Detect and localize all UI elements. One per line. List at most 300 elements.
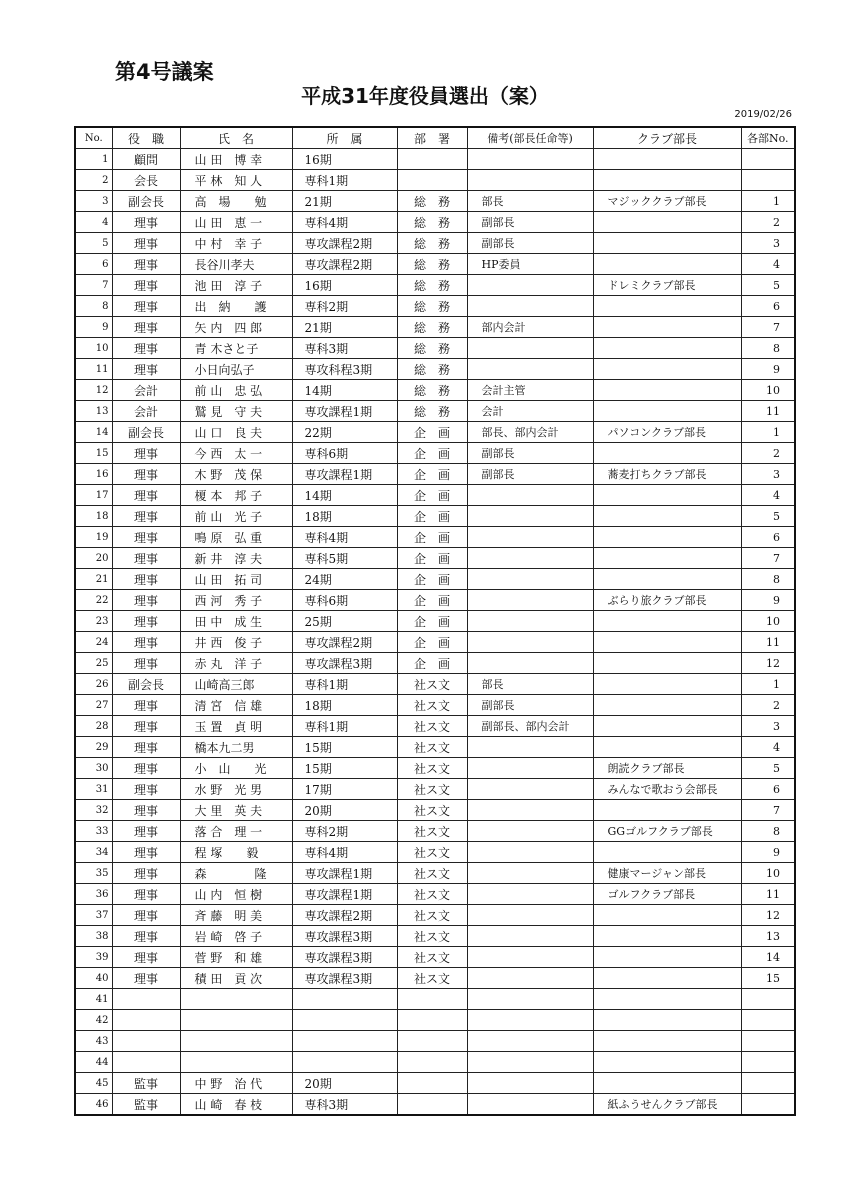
cell-dept-no: 7 (741, 548, 795, 569)
cell-club (593, 800, 741, 821)
table-row (75, 632, 795, 653)
cell-role: 理事 (112, 443, 180, 464)
cell-department: 企 画 (397, 443, 467, 464)
cell-dept-no: 12 (741, 653, 795, 674)
cell-affiliation: 専攻課程3期 (292, 968, 397, 989)
cell-department: 社ス文 (397, 926, 467, 947)
cell-no: 29 (75, 737, 112, 758)
table-row (75, 590, 795, 611)
cell-name: 出 納 護 (180, 296, 292, 317)
cell-name: 新 井 淳 夫 (180, 548, 292, 569)
cell-name: 山 田 恵 一 (180, 212, 292, 233)
cell-department: 企 画 (397, 506, 467, 527)
cell-notes (467, 275, 593, 296)
cell-club (593, 968, 741, 989)
cell-club: 蕎麦打ちクラブ部長 (593, 464, 741, 485)
cell-no: 35 (75, 863, 112, 884)
cell-department: 企 画 (397, 548, 467, 569)
cell-department: 社ス文 (397, 716, 467, 737)
cell-name: 高 場 勉 (180, 191, 292, 212)
column-header-affiliation: 所 属 (292, 127, 397, 149)
cell-department (397, 170, 467, 191)
cell-role: 理事 (112, 968, 180, 989)
cell-role (112, 989, 180, 1010)
cell-name: 長谷川孝夫 (180, 254, 292, 275)
cell-notes (467, 842, 593, 863)
cell-department: 総 務 (397, 317, 467, 338)
cell-dept-no: 6 (741, 779, 795, 800)
cell-notes (467, 926, 593, 947)
cell-no: 16 (75, 464, 112, 485)
cell-club: 紙ふうせんクラブ部長 (593, 1094, 741, 1116)
cell-role: 理事 (112, 611, 180, 632)
cell-role: 理事 (112, 653, 180, 674)
cell-no: 30 (75, 758, 112, 779)
cell-no: 6 (75, 254, 112, 275)
table-row (75, 800, 795, 821)
table-row (75, 779, 795, 800)
cell-affiliation: 専科4期 (292, 212, 397, 233)
cell-no: 13 (75, 401, 112, 422)
cell-no: 38 (75, 926, 112, 947)
cell-role: 理事 (112, 275, 180, 296)
page-title: 平成31年度役員選出（案） (301, 84, 549, 108)
cell-notes: 会計主管 (467, 380, 593, 401)
cell-club: ゴルフクラブ部長 (593, 884, 741, 905)
cell-department: 企 画 (397, 569, 467, 590)
cell-role: 会計 (112, 401, 180, 422)
table-row (75, 1073, 795, 1094)
cell-club (593, 506, 741, 527)
cell-affiliation: 専攻課程3期 (292, 947, 397, 968)
cell-notes (467, 758, 593, 779)
cell-no: 17 (75, 485, 112, 506)
officers-table (74, 126, 796, 1116)
cell-notes (467, 863, 593, 884)
cell-role: 理事 (112, 779, 180, 800)
table-row (75, 422, 795, 443)
cell-notes: 部長、部内会計 (467, 422, 593, 443)
cell-club (593, 401, 741, 422)
cell-name (180, 989, 292, 1010)
cell-department: 企 画 (397, 527, 467, 548)
cell-dept-no: 10 (741, 863, 795, 884)
cell-affiliation: 16期 (292, 275, 397, 296)
cell-role: 理事 (112, 317, 180, 338)
table-row (75, 695, 795, 716)
cell-club (593, 359, 741, 380)
cell-department: 総 務 (397, 212, 467, 233)
cell-dept-no: 2 (741, 212, 795, 233)
table-row (75, 212, 795, 233)
cell-notes (467, 1031, 593, 1052)
cell-role: 理事 (112, 905, 180, 926)
cell-role: 監事 (112, 1073, 180, 1094)
table-row (75, 1052, 795, 1073)
cell-notes: 副部長 (467, 233, 593, 254)
cell-name: 山 口 良 夫 (180, 422, 292, 443)
cell-department: 企 画 (397, 485, 467, 506)
cell-name: 矢 内 四 郎 (180, 317, 292, 338)
cell-club (593, 695, 741, 716)
cell-notes (467, 296, 593, 317)
cell-department: 社ス文 (397, 737, 467, 758)
cell-dept-no: 5 (741, 275, 795, 296)
cell-role (112, 1031, 180, 1052)
cell-affiliation: 専攻科程3期 (292, 359, 397, 380)
cell-role: 理事 (112, 359, 180, 380)
cell-name: 森 隆 (180, 863, 292, 884)
cell-notes: 部内会計 (467, 317, 593, 338)
table-row (75, 926, 795, 947)
cell-dept-no: 4 (741, 737, 795, 758)
table-row (75, 968, 795, 989)
table-row (75, 527, 795, 548)
cell-name: 山崎高三郎 (180, 674, 292, 695)
cell-no: 1 (75, 149, 112, 170)
cell-department: 総 務 (397, 191, 467, 212)
cell-department: 企 画 (397, 422, 467, 443)
table-row (75, 863, 795, 884)
cell-department (397, 1010, 467, 1031)
cell-notes (467, 1010, 593, 1031)
cell-name: 平 林 知 人 (180, 170, 292, 191)
cell-department: 企 画 (397, 464, 467, 485)
cell-club (593, 737, 741, 758)
cell-name: 赤 丸 洋 子 (180, 653, 292, 674)
cell-affiliation: 専科3期 (292, 338, 397, 359)
cell-club (593, 653, 741, 674)
cell-club (593, 1010, 741, 1031)
cell-name: 橋本九二男 (180, 737, 292, 758)
table-row (75, 653, 795, 674)
cell-affiliation: 専攻課程2期 (292, 632, 397, 653)
cell-affiliation: 専科6期 (292, 443, 397, 464)
cell-club (593, 716, 741, 737)
cell-name: 前 山 忠 弘 (180, 380, 292, 401)
cell-department: 総 務 (397, 296, 467, 317)
table-row (75, 338, 795, 359)
cell-name: 積 田 貢 次 (180, 968, 292, 989)
cell-no: 4 (75, 212, 112, 233)
cell-dept-no: 9 (741, 359, 795, 380)
cell-department (397, 1073, 467, 1094)
cell-affiliation: 15期 (292, 737, 397, 758)
cell-affiliation: 専攻課程1期 (292, 401, 397, 422)
cell-dept-no (741, 1031, 795, 1052)
cell-notes: HP委員 (467, 254, 593, 275)
cell-name: 大 里 英 夫 (180, 800, 292, 821)
cell-no: 43 (75, 1031, 112, 1052)
cell-dept-no: 15 (741, 968, 795, 989)
cell-no: 20 (75, 548, 112, 569)
cell-no: 46 (75, 1094, 112, 1116)
cell-affiliation: 専科1期 (292, 674, 397, 695)
cell-dept-no (741, 1073, 795, 1094)
document-date: 2019/02/26 (734, 109, 792, 120)
cell-affiliation: 17期 (292, 779, 397, 800)
cell-no: 5 (75, 233, 112, 254)
cell-role: 理事 (112, 338, 180, 359)
cell-notes (467, 1094, 593, 1116)
table-row (75, 758, 795, 779)
cell-role: 理事 (112, 527, 180, 548)
table-row (75, 884, 795, 905)
cell-role: 理事 (112, 758, 180, 779)
cell-no: 45 (75, 1073, 112, 1094)
cell-role: 理事 (112, 716, 180, 737)
cell-club (593, 338, 741, 359)
cell-no: 32 (75, 800, 112, 821)
cell-no: 28 (75, 716, 112, 737)
table-header-row (75, 127, 795, 149)
cell-name: 木 野 茂 保 (180, 464, 292, 485)
cell-dept-no: 9 (741, 842, 795, 863)
cell-role (112, 1010, 180, 1031)
cell-department: 総 務 (397, 401, 467, 422)
cell-notes (467, 800, 593, 821)
cell-name: 山 田 博 幸 (180, 149, 292, 170)
table-row (75, 569, 795, 590)
cell-affiliation: 15期 (292, 758, 397, 779)
cell-department (397, 1031, 467, 1052)
cell-name: 程 塚 毅 (180, 842, 292, 863)
cell-dept-no (741, 149, 795, 170)
cell-dept-no: 1 (741, 191, 795, 212)
cell-affiliation: 専科4期 (292, 527, 397, 548)
cell-club (593, 1052, 741, 1073)
cell-role: 理事 (112, 485, 180, 506)
cell-dept-no: 14 (741, 947, 795, 968)
cell-department: 企 画 (397, 653, 467, 674)
table-row (75, 611, 795, 632)
cell-name (180, 1052, 292, 1073)
cell-department (397, 149, 467, 170)
cell-club: ドレミクラブ部長 (593, 275, 741, 296)
agenda-label: 第4号議案 (115, 60, 214, 84)
cell-dept-no (741, 1010, 795, 1031)
cell-department: 総 務 (397, 233, 467, 254)
cell-role: 理事 (112, 590, 180, 611)
cell-affiliation: 専攻課程2期 (292, 905, 397, 926)
cell-club (593, 443, 741, 464)
cell-notes (467, 359, 593, 380)
cell-name (180, 1010, 292, 1031)
cell-no: 18 (75, 506, 112, 527)
table-row (75, 275, 795, 296)
cell-affiliation: 専科2期 (292, 296, 397, 317)
cell-department (397, 1094, 467, 1116)
table-row (75, 1094, 795, 1116)
cell-dept-no: 11 (741, 401, 795, 422)
cell-notes (467, 737, 593, 758)
cell-club (593, 947, 741, 968)
cell-dept-no: 2 (741, 443, 795, 464)
cell-dept-no: 4 (741, 254, 795, 275)
cell-dept-no: 13 (741, 926, 795, 947)
cell-dept-no: 12 (741, 905, 795, 926)
cell-notes (467, 149, 593, 170)
cell-notes (467, 779, 593, 800)
table-row (75, 674, 795, 695)
cell-notes (467, 968, 593, 989)
cell-no: 15 (75, 443, 112, 464)
cell-name: 斉 藤 明 美 (180, 905, 292, 926)
cell-department: 社ス文 (397, 758, 467, 779)
table-row (75, 317, 795, 338)
cell-name: 玉 置 貞 明 (180, 716, 292, 737)
cell-affiliation: 専攻課程3期 (292, 653, 397, 674)
cell-dept-no: 2 (741, 695, 795, 716)
cell-club: 朗読クラブ部長 (593, 758, 741, 779)
cell-club (593, 1031, 741, 1052)
cell-club (593, 212, 741, 233)
cell-affiliation (292, 1031, 397, 1052)
cell-name: 今 西 太 一 (180, 443, 292, 464)
cell-dept-no: 5 (741, 758, 795, 779)
cell-notes: 副部長 (467, 695, 593, 716)
table-row (75, 170, 795, 191)
cell-no: 21 (75, 569, 112, 590)
cell-department: 総 務 (397, 254, 467, 275)
cell-no: 7 (75, 275, 112, 296)
cell-club (593, 317, 741, 338)
cell-no: 24 (75, 632, 112, 653)
cell-club (593, 485, 741, 506)
cell-affiliation: 専科1期 (292, 170, 397, 191)
cell-notes (467, 485, 593, 506)
cell-department: 企 画 (397, 611, 467, 632)
cell-dept-no: 8 (741, 569, 795, 590)
cell-affiliation: 14期 (292, 380, 397, 401)
cell-affiliation: 専攻課程1期 (292, 884, 397, 905)
cell-affiliation (292, 1052, 397, 1073)
cell-affiliation: 専科6期 (292, 590, 397, 611)
cell-name: 井 西 俊 子 (180, 632, 292, 653)
cell-affiliation: 25期 (292, 611, 397, 632)
cell-club (593, 233, 741, 254)
cell-department: 社ス文 (397, 695, 467, 716)
cell-notes (467, 548, 593, 569)
cell-dept-no: 3 (741, 233, 795, 254)
cell-affiliation: 専攻課程3期 (292, 926, 397, 947)
cell-role: 会計 (112, 380, 180, 401)
cell-role: 理事 (112, 695, 180, 716)
cell-notes (467, 884, 593, 905)
cell-affiliation: 18期 (292, 506, 397, 527)
cell-affiliation: 18期 (292, 695, 397, 716)
table-row (75, 737, 795, 758)
column-header-department: 部 署 (397, 127, 467, 149)
cell-affiliation (292, 1010, 397, 1031)
cell-club: みんなで歌おう会部長 (593, 779, 741, 800)
cell-no: 44 (75, 1052, 112, 1073)
cell-department: 社ス文 (397, 947, 467, 968)
cell-notes (467, 527, 593, 548)
cell-notes: 副部長 (467, 212, 593, 233)
table-row (75, 947, 795, 968)
table-row (75, 296, 795, 317)
cell-name: 小日向弘子 (180, 359, 292, 380)
table-row (75, 485, 795, 506)
cell-dept-no (741, 989, 795, 1010)
cell-affiliation: 20期 (292, 800, 397, 821)
cell-dept-no (741, 170, 795, 191)
cell-no: 27 (75, 695, 112, 716)
cell-role: 理事 (112, 632, 180, 653)
cell-dept-no: 7 (741, 317, 795, 338)
cell-club (593, 674, 741, 695)
cell-name: 清 宮 信 雄 (180, 695, 292, 716)
cell-affiliation: 24期 (292, 569, 397, 590)
column-header-dept-no: 各部No. (741, 127, 795, 149)
table-row (75, 1031, 795, 1052)
cell-no: 25 (75, 653, 112, 674)
table-row (75, 380, 795, 401)
cell-club: 健康マージャン部長 (593, 863, 741, 884)
cell-club (593, 149, 741, 170)
cell-affiliation: 専科4期 (292, 842, 397, 863)
cell-no: 31 (75, 779, 112, 800)
table-row (75, 842, 795, 863)
column-header-role: 役 職 (112, 127, 180, 149)
cell-club (593, 611, 741, 632)
cell-department: 社ス文 (397, 842, 467, 863)
cell-no: 39 (75, 947, 112, 968)
cell-dept-no (741, 1052, 795, 1073)
cell-role: 理事 (112, 548, 180, 569)
cell-club: パソコンクラブ部長 (593, 422, 741, 443)
cell-department: 社ス文 (397, 884, 467, 905)
cell-dept-no: 8 (741, 821, 795, 842)
cell-name: 鷲 見 守 夫 (180, 401, 292, 422)
table-row (75, 254, 795, 275)
cell-no: 12 (75, 380, 112, 401)
cell-no: 3 (75, 191, 112, 212)
cell-role: 副会長 (112, 422, 180, 443)
cell-name: 落 合 理 一 (180, 821, 292, 842)
cell-role: 理事 (112, 821, 180, 842)
cell-club (593, 842, 741, 863)
cell-role (112, 1052, 180, 1073)
cell-department: 社ス文 (397, 905, 467, 926)
cell-name (180, 1031, 292, 1052)
column-header-notes: 備考(部長任命等) (467, 127, 593, 149)
cell-no: 37 (75, 905, 112, 926)
cell-role: 理事 (112, 947, 180, 968)
cell-affiliation: 20期 (292, 1073, 397, 1094)
cell-no: 36 (75, 884, 112, 905)
column-header-name: 氏 名 (180, 127, 292, 149)
cell-notes (467, 611, 593, 632)
cell-department: 社ス文 (397, 800, 467, 821)
cell-dept-no (741, 1094, 795, 1116)
cell-role: 理事 (112, 737, 180, 758)
cell-department: 社ス文 (397, 779, 467, 800)
cell-no: 40 (75, 968, 112, 989)
cell-notes (467, 506, 593, 527)
cell-notes (467, 989, 593, 1010)
cell-club: マジッククラブ部長 (593, 191, 741, 212)
cell-no: 2 (75, 170, 112, 191)
cell-department: 総 務 (397, 338, 467, 359)
cell-affiliation: 専科5期 (292, 548, 397, 569)
cell-department: 総 務 (397, 380, 467, 401)
cell-dept-no: 3 (741, 716, 795, 737)
cell-no: 22 (75, 590, 112, 611)
cell-dept-no: 11 (741, 632, 795, 653)
table-row (75, 443, 795, 464)
